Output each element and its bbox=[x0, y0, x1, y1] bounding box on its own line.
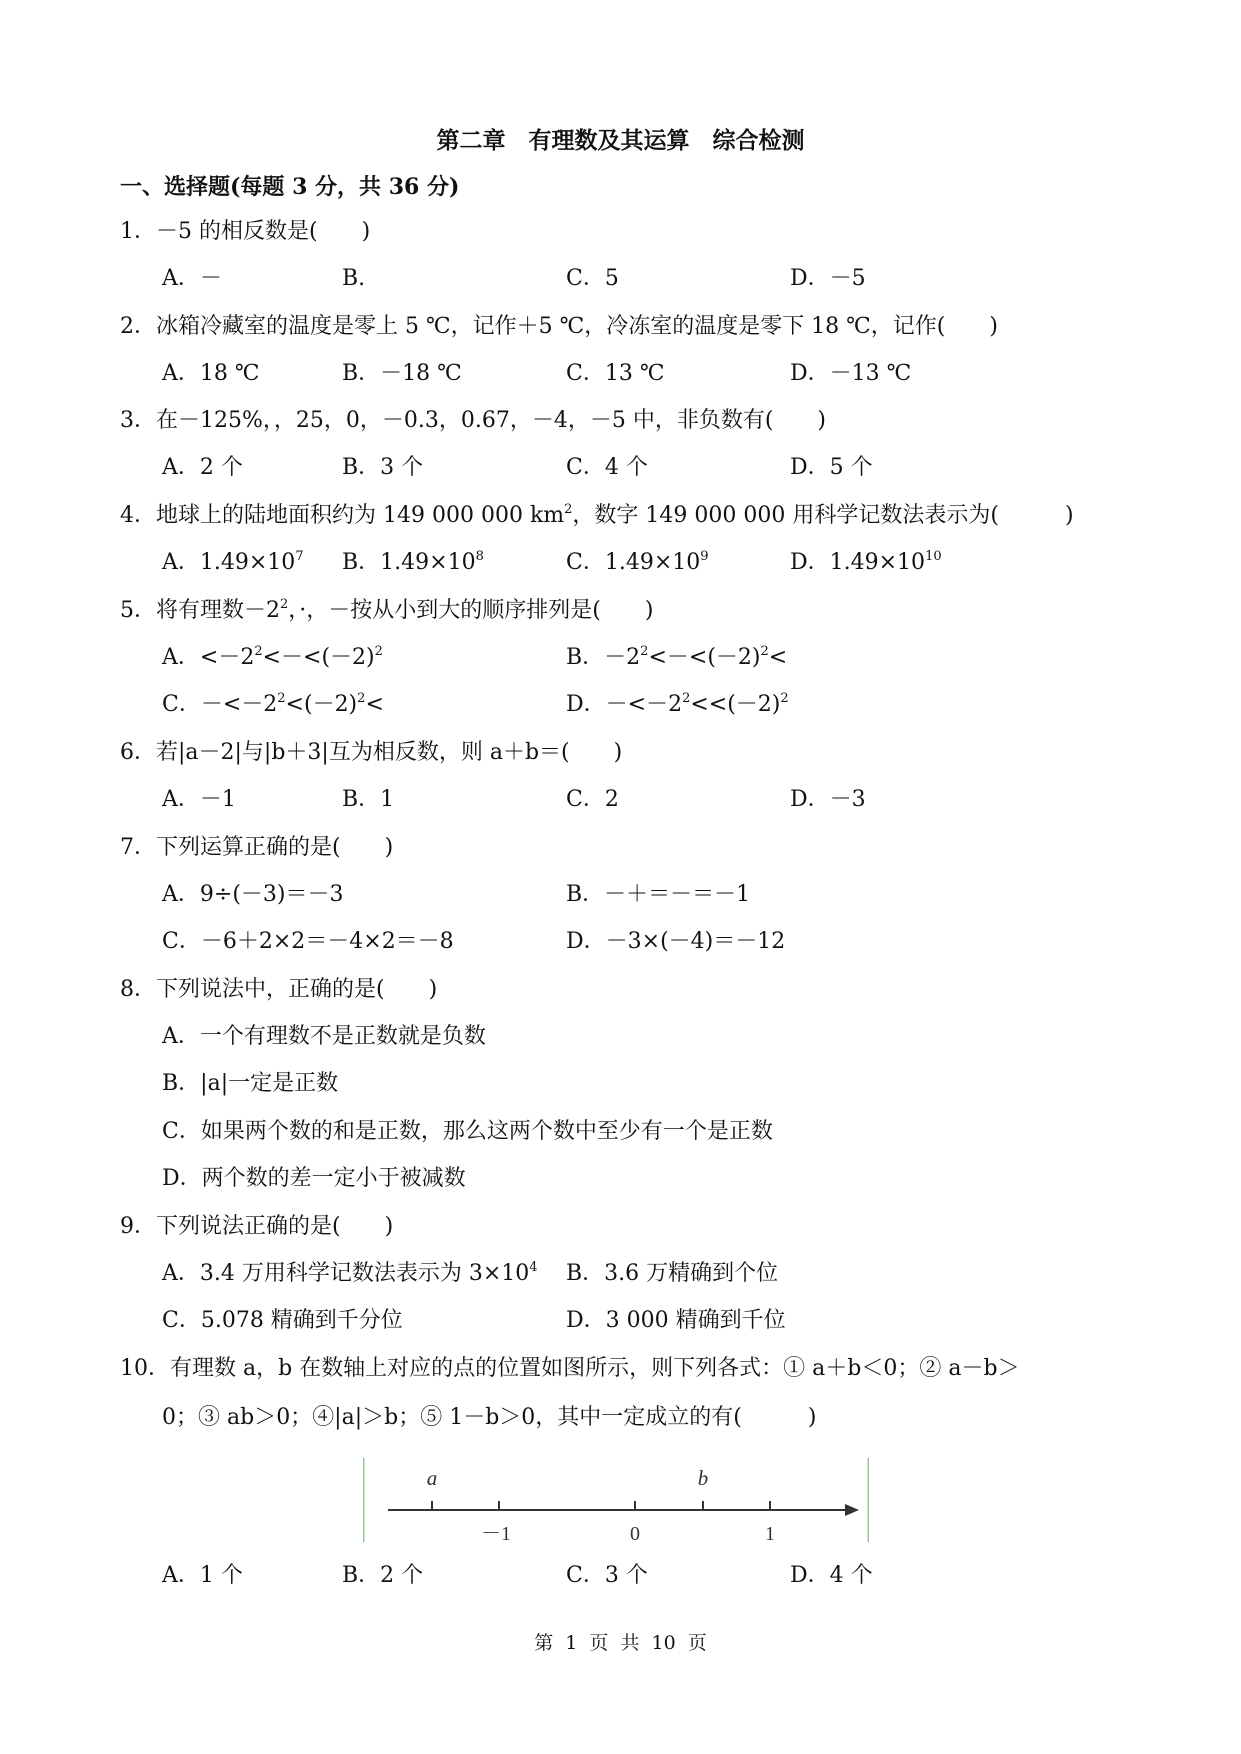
q3-option-b[interactable]: B．3 个 bbox=[342, 455, 424, 480]
q9-a-sup: 4 bbox=[529, 1260, 538, 1275]
q5-a-p1: A．<－2 bbox=[162, 645, 255, 670]
number-line-arrow-icon bbox=[845, 1504, 859, 1516]
q7-option-a[interactable]: A．9÷(－3)＝－3 bbox=[162, 882, 344, 907]
q5-a-s1: 2 bbox=[254, 644, 263, 659]
q5-c-p3: < bbox=[365, 692, 384, 717]
q3-option-d[interactable]: D．5 个 bbox=[790, 455, 873, 480]
q2-option-a[interactable]: A．18 ℃ bbox=[162, 361, 260, 386]
q8-option-d[interactable]: D．两个数的差一定小于被减数 bbox=[162, 1166, 466, 1191]
question-10-stem-line1: 10．有理数 a，b 在数轴上对应的点的位置如图所示，则下列各式：① a＋b＜0；② a－b＞ bbox=[120, 1356, 1020, 1381]
q9-option-b[interactable]: B．3.6 万精确到个位 bbox=[566, 1261, 779, 1286]
q3-option-c[interactable]: C．4 个 bbox=[566, 455, 648, 480]
question-3-stem: 3．在－125%，，25，0，－0.3，0.67，－4，－5 中，非负数有( ) bbox=[120, 408, 827, 433]
q9-option-d[interactable]: D．3 000 精确到千位 bbox=[566, 1308, 786, 1333]
q9-option-c[interactable]: C．5.078 精确到千分位 bbox=[162, 1308, 403, 1333]
q1-option-c[interactable]: C．5 bbox=[566, 266, 619, 291]
section-heading: 一、选择题(每题 3 分，共 36 分) bbox=[120, 174, 460, 200]
question-5-stem bbox=[120, 596, 653, 626]
q6-option-c[interactable]: C．2 bbox=[566, 787, 619, 812]
q2-option-b[interactable]: B．－18 ℃ bbox=[342, 361, 462, 386]
q6-option-b[interactable]: B．1 bbox=[342, 787, 395, 812]
q5-d-s2: 2 bbox=[780, 691, 789, 706]
q5-stem-sup: 2 bbox=[280, 597, 289, 612]
question-6-stem: 6．若|a－2|与|b＋3|互为相反数，则 a＋b＝( ) bbox=[120, 740, 623, 765]
question-8-stem: 8．下列说法中，正确的是( ) bbox=[120, 977, 438, 1002]
q5-c-p2: <(－2) bbox=[285, 692, 358, 717]
page-title: 第二章 有理数及其运算 综合检测 bbox=[436, 127, 805, 154]
question-10-stem-line2: 0；③ ab＞0；④|a|＞b；⑤ 1－b＞0，其中一定成立的有( ) bbox=[162, 1405, 817, 1430]
q5-b-p1: B．－2 bbox=[566, 645, 641, 670]
q4-stem-sup: 2 bbox=[564, 502, 573, 517]
q5-c-s2: 2 bbox=[357, 691, 366, 706]
q2-option-c[interactable]: C．13 ℃ bbox=[566, 361, 665, 386]
q4-b-sup: 8 bbox=[475, 549, 484, 564]
q10-option-a[interactable]: A．1 个 bbox=[162, 1563, 243, 1588]
q5-b-p3: < bbox=[768, 645, 788, 670]
q2-option-d[interactable]: D．－13 ℃ bbox=[790, 361, 912, 386]
q10-option-d[interactable]: D．4 个 bbox=[790, 1563, 873, 1588]
q4-option-d[interactable] bbox=[790, 548, 942, 578]
q5-d-s1: 2 bbox=[682, 691, 691, 706]
question-7-stem: 7．下列运算正确的是( ) bbox=[120, 835, 394, 860]
q5-d-p2: <<(－2) bbox=[690, 692, 781, 717]
point-label-a: a bbox=[426, 1466, 438, 1490]
q6-option-a[interactable]: A．－1 bbox=[162, 787, 236, 812]
q8-option-b[interactable]: B．|a|一定是正数 bbox=[162, 1071, 339, 1096]
q5-b-p2: <－<(－2) bbox=[648, 645, 761, 670]
q5-option-a[interactable] bbox=[162, 643, 383, 673]
q9-a-base: A．3.4 万用科学记数法表示为 3×10 bbox=[162, 1261, 530, 1286]
q4-b-base: B．1.49×10 bbox=[342, 550, 476, 575]
q4-a-base: A．1.49×10 bbox=[162, 550, 296, 575]
q4-option-a[interactable] bbox=[162, 548, 304, 578]
q8-option-a[interactable]: A．一个有理数不是正数就是负数 bbox=[162, 1024, 486, 1049]
q4-c-sup: 9 bbox=[700, 549, 709, 564]
tick-label-minus-one: －1 bbox=[481, 1523, 511, 1542]
q4-option-c[interactable] bbox=[566, 548, 709, 578]
q5-c-s1: 2 bbox=[277, 691, 286, 706]
q5-b-s2: 2 bbox=[760, 644, 769, 659]
page-footer: 第 1 页 共 10 页 bbox=[534, 1632, 707, 1654]
q5-a-p2: <－<(－2) bbox=[262, 645, 375, 670]
q1-option-d[interactable]: D．－5 bbox=[790, 266, 866, 291]
q1-option-a[interactable]: A．－ bbox=[162, 266, 222, 291]
q4-a-sup: 7 bbox=[295, 549, 304, 564]
q5-b-s1: 2 bbox=[640, 644, 649, 659]
q3-option-a[interactable]: A．2 个 bbox=[162, 455, 243, 480]
q4-d-sup: 10 bbox=[925, 549, 942, 564]
q5-a-s2: 2 bbox=[374, 644, 383, 659]
question-4-stem bbox=[120, 501, 1074, 531]
q4-stem-part: ，数字 149 000 000 用科学记数法表示为( ) bbox=[572, 503, 1074, 528]
q5-option-d[interactable] bbox=[566, 690, 789, 720]
q5-d-p1: D．－<－2 bbox=[566, 692, 683, 717]
q1-option-b[interactable]: B. bbox=[342, 266, 366, 291]
q10-option-b[interactable]: B．2 个 bbox=[342, 1563, 424, 1588]
q4-option-b[interactable] bbox=[342, 548, 484, 578]
number-line-figure bbox=[363, 1458, 869, 1542]
q4-d-base: D．1.49×10 bbox=[790, 550, 926, 575]
q5-stem-part: 5．将有理数－2 bbox=[120, 598, 280, 623]
q8-option-c[interactable]: C．如果两个数的和是正数，那么这两个数中至少有一个是正数 bbox=[162, 1119, 773, 1144]
q5-stem-part: ，·，－按从小到大的顺序排列是( ) bbox=[288, 598, 654, 623]
question-9-stem: 9．下列说法正确的是( ) bbox=[120, 1214, 394, 1239]
tick-label-one: 1 bbox=[765, 1523, 775, 1542]
q10-option-c[interactable]: C．3 个 bbox=[566, 1563, 648, 1588]
q4-c-base: C．1.49×10 bbox=[566, 550, 701, 575]
q7-option-c[interactable]: C．－6＋2×2＝－4×2＝－8 bbox=[162, 929, 454, 954]
q7-option-d[interactable]: D．－3×(－4)＝－12 bbox=[566, 929, 786, 954]
tick-label-zero: 0 bbox=[630, 1523, 640, 1542]
q4-stem-part: 4．地球上的陆地面积约为 149 000 000 km bbox=[120, 503, 565, 528]
q5-c-p1: C．－<－2 bbox=[162, 692, 278, 717]
question-1-stem: 1．－5 的相反数是( ) bbox=[120, 219, 371, 244]
q6-option-d[interactable]: D．－3 bbox=[790, 787, 866, 812]
q5-option-b[interactable] bbox=[566, 643, 787, 673]
q9-option-a[interactable] bbox=[162, 1259, 538, 1289]
point-label-b: b bbox=[697, 1466, 709, 1490]
q5-option-c[interactable] bbox=[162, 690, 384, 720]
q7-option-b[interactable]: B．－＋＝－＝－1 bbox=[566, 882, 751, 907]
question-2-stem: 2．冰箱冷藏室的温度是零上 5 ℃，记作＋5 ℃，冷冻室的温度是零下 18 ℃，记作( ) bbox=[120, 314, 998, 339]
